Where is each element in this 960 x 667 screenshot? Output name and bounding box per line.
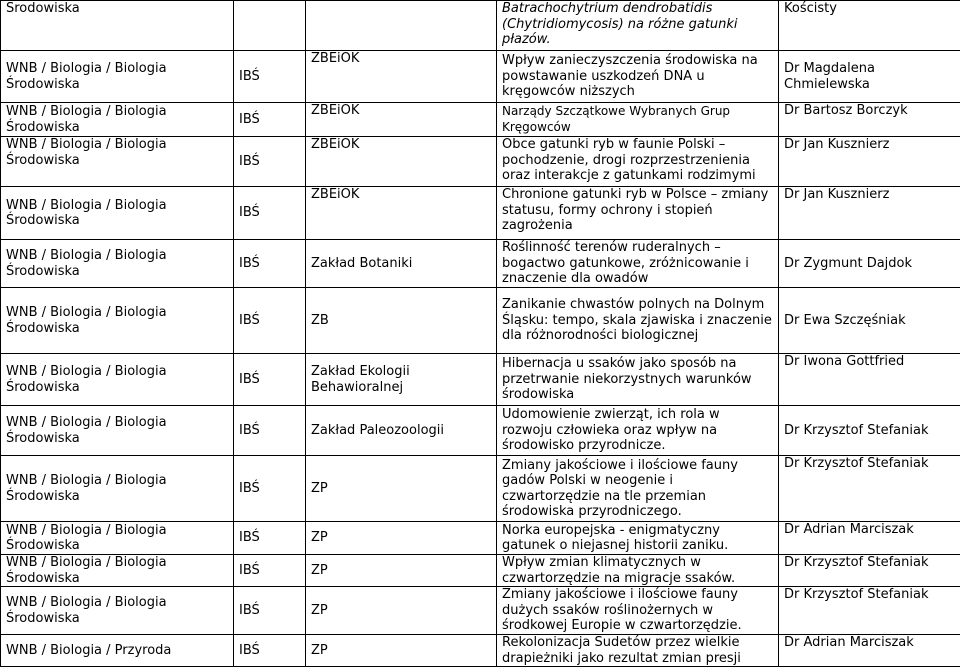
institute-cell: IBŚ: [234, 522, 306, 555]
institute-cell: IBŚ: [234, 137, 306, 187]
topic-cell: Chronione gatunki ryb w Polsce – zmiany statusu, formy ochrony i stopień zagrożenia: [497, 187, 779, 240]
supervisor-cell: Dr Zygmunt Dajdok: [779, 240, 960, 288]
table-row: [1, 406, 960, 456]
institute-cell: IBŚ: [234, 240, 306, 288]
table-row: [1, 288, 960, 354]
topic-cell: Zmiany jakościowe i ilościowe fauny dużych ssaków roślinożernych w środkowej Europie w czwartorzędzie.: [497, 587, 779, 635]
institute-cell: [234, 1, 306, 51]
table-row: [1, 635, 960, 667]
institute-cell: IBŚ: [234, 288, 306, 354]
table-row: [1, 587, 960, 635]
faculty-cell: WNB / Biologia / Biologia Środowiska: [1, 187, 234, 240]
topic-cell: Roślinność terenów ruderalnych – bogactwo gatunkowe, zróżnicowanie i znaczenie dla owadów: [497, 240, 779, 288]
supervisor-cell: Dr Krzysztof Stefaniak: [779, 555, 960, 587]
institute-cell: IBŚ: [234, 406, 306, 456]
supervisor-cell: Dr Iwona Gottfried: [779, 354, 960, 406]
table-row: [1, 456, 960, 522]
supervisor-cell: Kościsty: [779, 1, 960, 51]
institute-cell: IBŚ: [234, 456, 306, 522]
institute-cell: IBŚ: [234, 103, 306, 137]
institute-cell: IBŚ: [234, 555, 306, 587]
table-row: [1, 240, 960, 288]
table-row: [1, 51, 960, 103]
supervisor-cell: Dr Adrian Marciszak: [779, 635, 960, 667]
supervisor-cell: Dr Krzysztof Stefaniak: [779, 406, 960, 456]
topic-cell: Zanikanie chwastów polnych na Dolnym Śląsku: tempo, skala zjawiska i znaczenie dla różnorodności biologicznej: [497, 288, 779, 354]
topic-cell: Narządy Szczątkowe Wybranych Grup Kręgowców: [497, 103, 779, 137]
department-cell: Zakład Paleozoologii: [306, 406, 497, 456]
topic-cell: Wpływ zanieczyszczenia środowiska na powstawanie uszkodzeń DNA u kręgowców niższych: [497, 51, 779, 103]
department-cell: ZBEiOK: [306, 51, 497, 103]
topic-cell: Norka europejska - enigmatyczny gatunek o niejasnej historii zaniku.: [497, 522, 779, 555]
faculty-cell: WNB / Biologia / Biologia Środowiska: [1, 587, 234, 635]
faculty-cell: Środowiska: [1, 1, 234, 51]
faculty-cell: WNB / Biologia / Przyroda: [1, 635, 234, 667]
department-cell: ZP: [306, 635, 497, 667]
topic-cell: Obce gatunki ryb w faunie Polski – pochodzenie, drogi rozprzestrzenienia oraz interakcje z gatunkami rodzimymi: [497, 137, 779, 187]
department-cell: ZP: [306, 587, 497, 635]
topic-cell: Udomowienie zwierząt, ich rola w rozwoju człowieka oraz wpływ na środowisko przyrodnicze.: [497, 406, 779, 456]
faculty-cell: WNB / Biologia / Biologia Środowiska: [1, 354, 234, 406]
faculty-cell: WNB / Biologia / Biologia Środowiska: [1, 137, 234, 187]
supervisor-cell: Dr Magdalena Chmielewska: [779, 51, 960, 103]
faculty-cell: WNB / Biologia / Biologia Środowiska: [1, 51, 234, 103]
faculty-cell: WNB / Biologia / Biologia Środowiska: [1, 240, 234, 288]
department-cell: ZP: [306, 456, 497, 522]
faculty-cell: WNB / Biologia / Biologia Środowiska: [1, 555, 234, 587]
table-row: [1, 137, 960, 187]
department-cell: ZBEiOK: [306, 103, 497, 137]
department-cell: ZBEiOK: [306, 187, 497, 240]
supervisor-cell: Dr Ewa Szczęśniak: [779, 288, 960, 354]
faculty-cell: WNB / Biologia / Biologia Środowiska: [1, 522, 234, 555]
table-row: [1, 187, 960, 240]
faculty-cell: WNB / Biologia / Biologia Środowiska: [1, 103, 234, 137]
supervisor-cell: Dr Bartosz Borczyk: [779, 103, 960, 137]
faculty-cell: WNB / Biologia / Biologia Środowiska: [1, 288, 234, 354]
topic-cell: Zmiany jakościowe i ilościowe fauny gadów Polski w neogenie i czwartorzędzie na tle przemian środowiska przyrodniczego.: [497, 456, 779, 522]
supervisor-cell: Dr Jan Kusznierz: [779, 137, 960, 187]
institute-cell: IBŚ: [234, 354, 306, 406]
department-cell: ZBEiOK: [306, 137, 497, 187]
table-row: [1, 1, 960, 51]
department-cell: ZB: [306, 288, 497, 354]
topic-cell: Hibernacja u ssaków jako sposób na przetrwanie niekorzystnych warunków środowiska: [497, 354, 779, 406]
department-cell: Zakład Ekologii Behawioralnej: [306, 354, 497, 406]
institute-cell: IBŚ: [234, 587, 306, 635]
department-cell: ZP: [306, 522, 497, 555]
department-cell: Zakład Botaniki: [306, 240, 497, 288]
institute-cell: IBŚ: [234, 635, 306, 667]
table-row: [1, 354, 960, 406]
supervisor-cell: Dr Jan Kusznierz: [779, 187, 960, 240]
topic-cell: Rekolonizacja Sudetów przez wielkie drapieżniki jako rezultat zmian presji: [497, 635, 779, 667]
table-row: [1, 555, 960, 587]
faculty-cell: WNB / Biologia / Biologia Środowiska: [1, 406, 234, 456]
supervisor-cell: Dr Krzysztof Stefaniak: [779, 456, 960, 522]
supervisor-cell: Dr Krzysztof Stefaniak: [779, 587, 960, 635]
topic-cell: Batrachochytrium dendrobatidis (Chytridiomycosis) na różne gatunki płazów.: [497, 1, 779, 51]
table-row: [1, 103, 960, 137]
table-row: [1, 522, 960, 555]
institute-cell: IBŚ: [234, 51, 306, 103]
topic-cell: Wpływ zmian klimatycznych w czwartorzędzie na migracje ssaków.: [497, 555, 779, 587]
department-cell: ZP: [306, 555, 497, 587]
institute-cell: IBŚ: [234, 187, 306, 240]
department-cell: [306, 1, 497, 51]
supervisor-cell: Dr Adrian Marciszak: [779, 522, 960, 555]
faculty-cell: WNB / Biologia / Biologia Środowiska: [1, 456, 234, 522]
